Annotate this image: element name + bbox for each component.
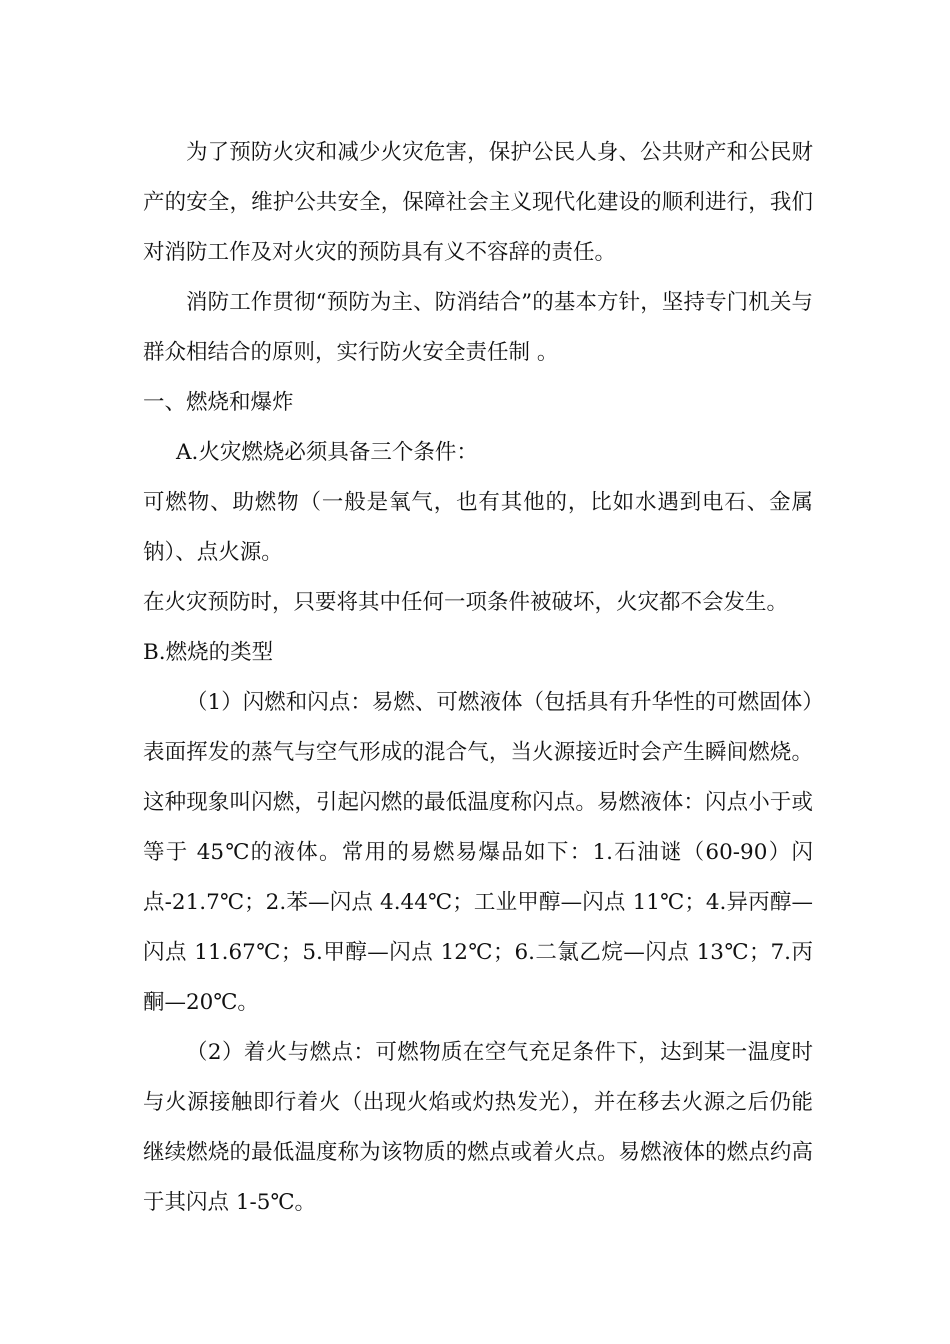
ignition-point-paragraph: （2）着火与燃点：可燃物质在空气充足条件下，达到某一温度时与火源接触即行着火（出现火焰或灼热发光），并在移去火源之后仍能继续燃烧的最低温度称为该物质的燃点或着火点。易燃液体的燃点约高于其闪点 1-5℃。 [143, 1040, 813, 1215]
flash-point-paragraph: （1）闪燃和闪点：易燃、可燃液体（包括具有升华性的可燃固体）表面挥发的蒸气与空气形成的混合气，当火源接近时会产生瞬间燃烧。这种现象叫闪燃，引起闪燃的最低温度称闪点。易燃液体：闪点小于或等于 45℃的液体。常用的易燃易爆品如下：1.石油谜（60-90）闪点-21.7℃；2.苯—闪点 4.44℃；工业甲醇—闪点 11℃；4.异丙醇—闪点 11.67℃；5.甲醇—闪点 12℃；6.二氯乙烷—闪点 13℃；7.丙酮—20℃。 [143, 690, 813, 1015]
policy-paragraph: 消防工作贯彻“预防为主、防消结合”的基本方针，坚持专门机关与群众相结合的原则，实行防火安全责任制 。 [143, 290, 813, 365]
intro-paragraph: 为了预防火灾和减少火灾危害，保护公民人身、公共财产和公民财产的安全，维护公共安全，保障社会主义现代化建设的顺利进行，我们对消防工作及对火灾的预防具有义不容辞的责任。 [143, 140, 813, 265]
section-heading: 一、燃烧和爆炸 [143, 390, 294, 415]
conditions-paragraph: 可燃物、助燃物（一般是氧气，也有其他的，比如水遇到电石、金属钠）、点火源。 [143, 490, 813, 565]
prevention-paragraph: 在火灾预防时，只要将其中任何一项条件被破坏，火灾都不会发生。 [143, 590, 789, 615]
subsection-heading-b: B.燃烧的类型 [143, 640, 274, 665]
document-body [143, 128, 813, 1228]
subsection-heading-a: A.火灾燃烧必须具备三个条件： [176, 440, 478, 465]
